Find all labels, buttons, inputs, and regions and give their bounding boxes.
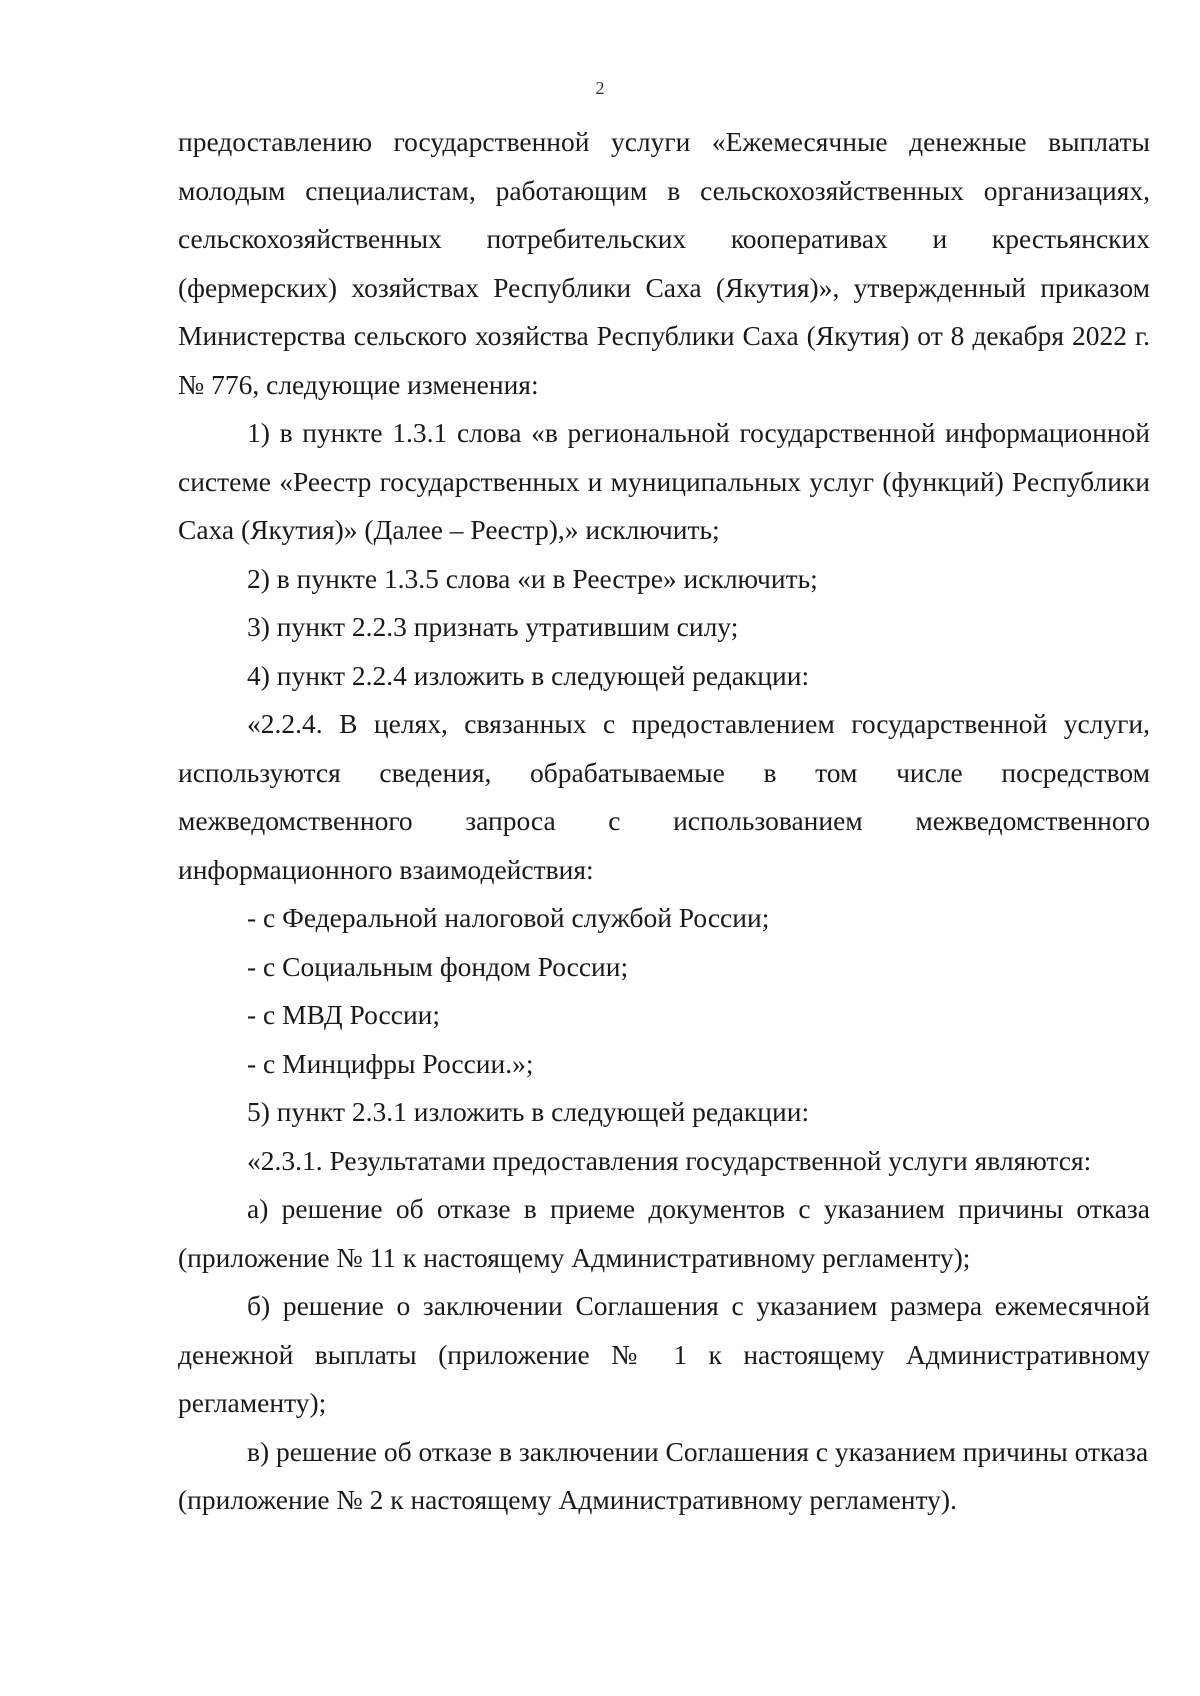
paragraph-item-5: 5) пункт 2.3.1 изложить в следующей редакции: bbox=[247, 1096, 810, 1127]
list-item-fns: - с Федеральной налоговой службой России; bbox=[247, 902, 770, 933]
paragraph-item-1: 1) в пункте 1.3.1 слова «в региональной государственной информационной системе «Реестр государственных и муниципальных услуг (функций) Республики Саха (Якутия)» (Далее – Реестр),» исключить; bbox=[178, 417, 1150, 545]
paragraph-item-4: 4) пункт 2.2.4 изложить в следующей редакции: bbox=[247, 659, 810, 691]
paragraph-item-2: 2) в пункте 1.3.5 слова «и в Реестре» исключить; bbox=[247, 562, 818, 594]
paragraph-sub-a: а) решение об отказе в приеме документов с указанием причины отказа (приложение № 11 к настоящему Административному регламенту); bbox=[178, 1193, 1150, 1273]
page-number: 2 bbox=[595, 78, 605, 98]
document-body bbox=[178, 118, 1150, 1525]
paragraph-clause-2-3-1: «2.3.1. Результатами предоставления государственной услуги являются: bbox=[247, 1144, 1092, 1176]
list-item-sfr: - с Социальным фондом России; bbox=[247, 950, 629, 982]
list-item-mintsifry: - с Минцифры России.»; bbox=[247, 1047, 534, 1079]
paragraph-sub-b: б) решение о заключении Соглашения с указанием размера ежемесячной денежной выплаты (приложение № 1 к настоящему Административному регламенту); bbox=[178, 1290, 1150, 1418]
paragraph-sub-v: в) решение об отказе в заключении Соглашения с указанием причины отказа (приложение № 2 к настоящему Административному регламенту). bbox=[178, 1435, 1149, 1515]
paragraph-item-3: 3) пункт 2.2.3 признать утратившим силу; bbox=[247, 611, 739, 642]
paragraph-intro-continuation: предоставлению государственной услуги «Ежемесячные денежные выплаты молодым специалистам, работающим в сельскохозяйственных организациях, сельскохозяйственных потребительских кооперативах и крестьянских (фермерских) хозяйствах Республики Саха (Якутия)», утвержденный приказом Министерства сельского хозяйства Республики Саха (Якутия) от 8 декабря 2022 г. № 776, следующие изменения: bbox=[178, 126, 1150, 400]
paragraph-clause-2-2-4: «2.2.4. В целях, связанных с предоставлением государственной услуги, используются сведения, обрабатываемые в том числе посредством межведомственного запроса с использованием межведомственного информационного взаимодействия: bbox=[178, 708, 1150, 885]
list-item-mvd: - с МВД России; bbox=[247, 999, 441, 1030]
